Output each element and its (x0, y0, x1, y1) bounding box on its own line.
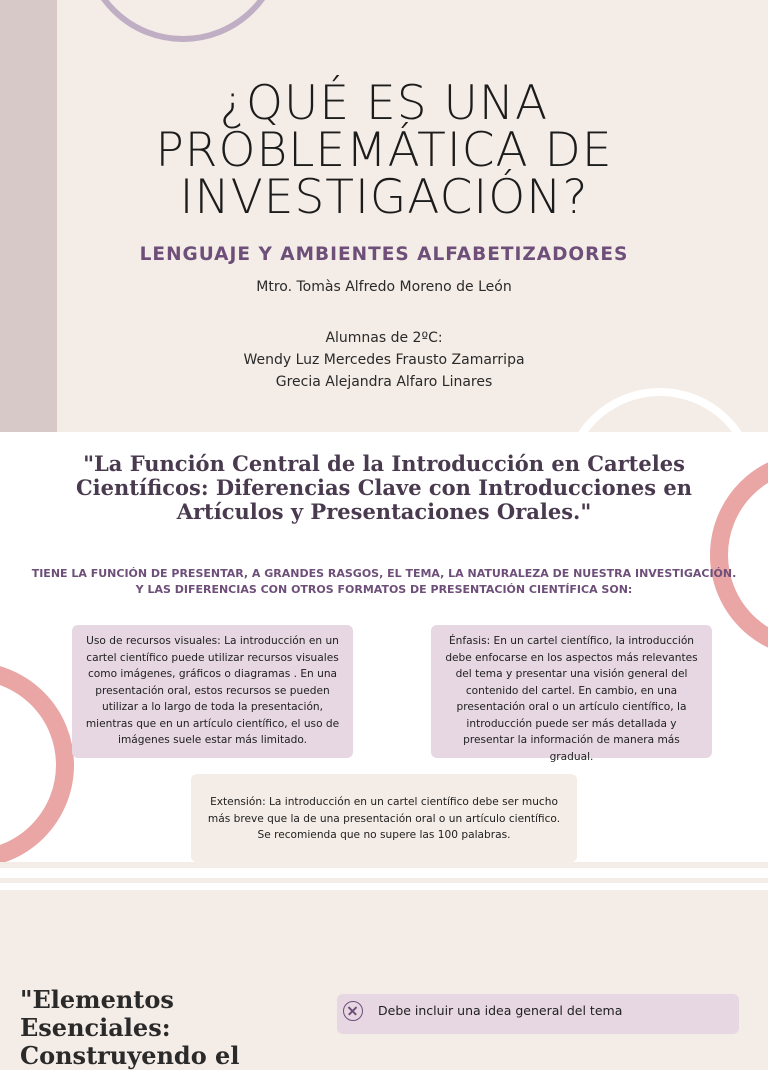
introduction-slide (0, 432, 768, 862)
teacher-name: Mtro. Tomàs Alfredo Moreno de León (256, 279, 512, 295)
card-emphasis: Énfasis: En un cartel científico, la introducción debe enfocarse en los aspectos más relevantes del tema y presentar una visión general del contenido del cartel. En cambio, en una presentación oral o un artículo científico, la introducción puede ser más detallada y presentar la información de manera más gradual. (431, 625, 712, 758)
close-circle-icon (343, 1001, 363, 1021)
lead-text: TIENE LA FUNCIÓN DE PRESENTAR, A GRANDES RASGOS, EL TEMA, LA NATURALEZA DE NUESTRA INVESTIGACIÓN. Y LAS DIFERENCIAS CON OTROS FORMATOS DE PRESENTACIÓN CIENTÍFICA SON: (31, 567, 737, 596)
divider (0, 868, 768, 878)
divider (0, 883, 768, 890)
students-label: Alumnas de 2ºC: (325, 330, 443, 346)
ring-decoration-pink-left (0, 662, 74, 862)
side-bar-decoration (0, 0, 57, 432)
student-name-2: Grecia Alejandra Alfaro Linares (275, 374, 493, 390)
card-extension: Extensión: La introducción en un cartel científico debe ser mucho más breve que la de una presentación oral o un artículo científico. Se recomienda que no supere las 100 palabras. (191, 774, 577, 862)
student-name-1: Wendy Luz Mercedes Frausto Zamarripa (243, 352, 525, 368)
card-visual-resources: Uso de recursos visuales: La introducción en un cartel científico puede utilizar recursos visuales como imágenes, gráficos o diagramas . En una presentación oral, estos recursos se pueden utilizar a lo largo de toda la presentación, mientras que en un artículo científico, el uso de imágenes suele estar más limitado. (72, 625, 353, 758)
list-item-text: Debe incluir una idea general del tema (378, 1003, 623, 1018)
ring-decoration-top (82, 0, 284, 42)
subtitle: LENGUAJE Y AMBIENTES ALFABETIZADORES (139, 244, 629, 265)
slide-quote: "La Función Central de la Introducción en Carteles Científicos: Diferencias Clave con Introducciones en Artículos y Presentaciones Orales." (75, 451, 693, 524)
page-title: ¿QUÉ ES UNA PROBLEMÁTICA DE INVESTIGACIÓN? (155, 76, 613, 225)
title-slide (0, 0, 768, 432)
slide-quote-3: "Elementos Esenciales: Construyendo el (20, 985, 240, 1070)
ring-decoration-white (562, 388, 758, 432)
ring-decoration-pink-right (710, 452, 768, 658)
